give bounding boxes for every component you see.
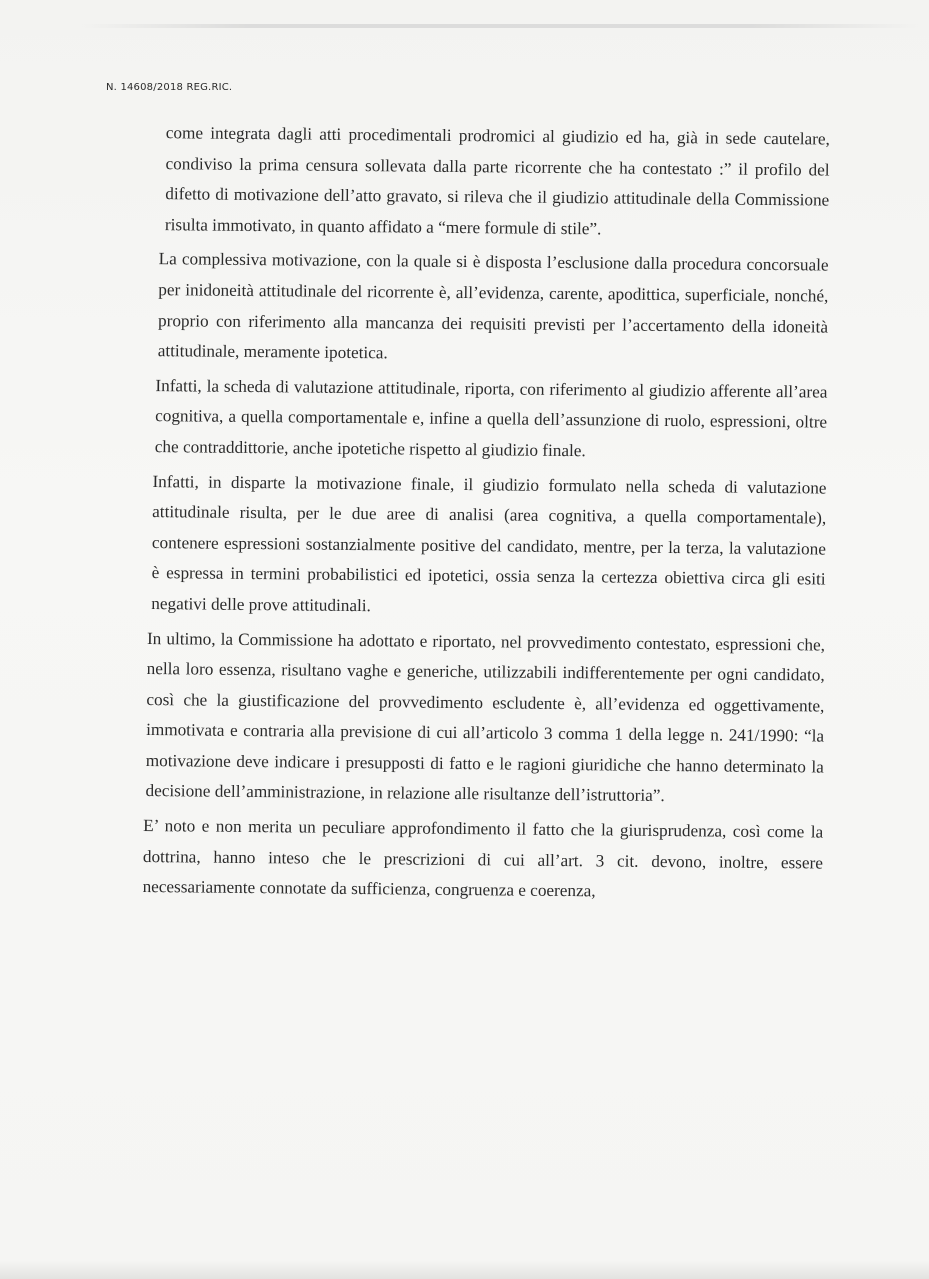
- scan-bottom-edge: [0, 1261, 929, 1279]
- paragraph-2: La complessiva motivazione, con la quale si è disposta l’esclusione dalla procedura concorsuale per inidoneità attitudinale del ricorrente è, all’evidenza, carente, apodittica, superficiale, nonché, proprio con riferimento alla mancanza dei requisiti previsti per l’accertamento della idoneità attitudinale, meramente ipotetica.: [157, 249, 829, 363]
- paragraph-3: Infatti, la scheda di valutazione attitudinale, riporta, con riferimento al giudizio afferente all’area cognitiva, a quella comportamentale e, infine a quella dell’assunzione di ruolo, espressioni, oltre che contraddittorie, anche ipotetiche rispetto al giudizio finale.: [154, 375, 828, 461]
- paragraph-6: E’ noto e non merita un peculiare approfondimento il fatto che la giurisprudenza, così come la dottrina, hanno inteso che le prescrizioni di cui all’art. 3 cit. devono, inoltre, essere necessariamente connotate da sufficienza, congruenza e coerenza,: [142, 816, 824, 901]
- paragraph-5: In ultimo, la Commissione ha adottato e riportato, nel provvedimento contestato, espressioni che, nella loro essenza, risultano vaghe e generiche, utilizzabili indifferentemente per ogni candidato, così che la giustificazione del provvedimento escludente è, all’evidenza ed oggettivamente, immotivata e contraria alla previsione di cui all’articolo 3 comma 1 della legge n. 241/1990: “la motivazione deve indicare i presupposti di fatto e le ragioni giuridiche che hanno determinato la decisione dell’amministrazione, in relazione alle risultanze dell’istruttoria”.: [145, 628, 826, 806]
- document-body: [140, 118, 830, 913]
- paragraph-4: Infatti, in disparte la motivazione finale, il giudizio formulato nella scheda di valutazione attitudinale risulta, per le due aree di analisi (area cognitiva, a quella comportamentale), contenere espressioni sostanzialmente positive del candidato, mentre, per la terza, la valutazione è espressa in termini probabilistici ed ipotetici, ossia senza la certezza obiettiva circa gli esiti negativi delle prove attitudinali.: [151, 471, 827, 616]
- paragraph-1: come integrata dagli atti procedimentali prodromici al giudizio ed ha, già in sede cautelare, condiviso la prima censura sollevata dalla parte ricorrente che ha contestato :” il profilo del difetto di motivazione dell’atto gravato, si rileva che il giudizio attitudinale della Commissione risulta immotivato, in quanto affidato a “mere formule di stile”.: [164, 123, 830, 239]
- scan-edge-line: [80, 24, 920, 28]
- case-reference-number: N. 14608/2018 REG.RIC.: [106, 82, 233, 93]
